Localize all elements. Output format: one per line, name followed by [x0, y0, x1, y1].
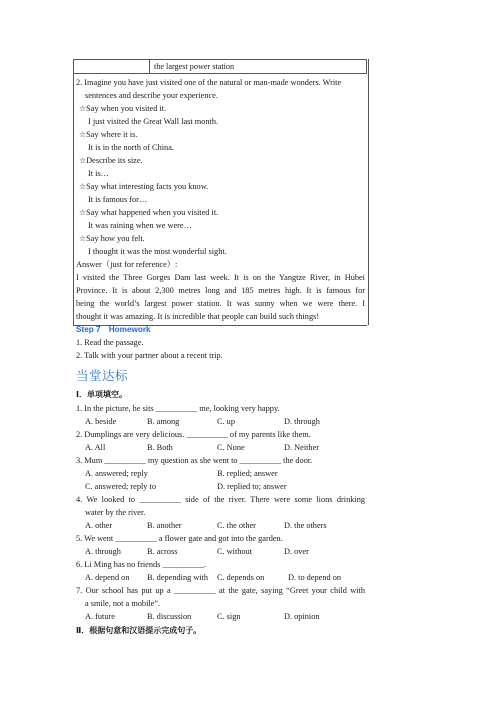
- question-7-stem: 7. Our school has put up a __________ at the gate, saying “Greet your child with: [76, 586, 365, 595]
- question-2-option-b: B. Both: [147, 443, 173, 452]
- task2-prompt-1: ☆Say when you visited it.: [79, 104, 167, 113]
- part2-label: Ⅱ．根据句意和汉语提示完成句子。: [76, 626, 202, 635]
- step7-heading: Step 7 Homework: [76, 325, 151, 334]
- question-7-option-c: C. sign: [217, 612, 241, 621]
- answer-reference-line4: thought it was amazing. It is incredible that people can build such things!: [76, 312, 320, 321]
- task2-prompt-3: ☆Describe its size.: [79, 156, 143, 165]
- question-3-option-c: C. answered; reply to: [85, 482, 156, 491]
- question-1-stem: 1. In the picture, he sits __________ me, looking very happy.: [76, 404, 280, 413]
- task2-prompt-6: ☆Say how you felt.: [79, 234, 145, 243]
- question-7-option-b: B. discussion: [147, 612, 192, 621]
- star-icon: ☆: [79, 130, 87, 139]
- question-1-option-c: C. up: [217, 417, 235, 426]
- question-1-option-d: D. through: [284, 417, 320, 426]
- question-4-stem: 4. We looked to __________ side of the river. There were some lions drinking: [76, 495, 365, 504]
- task2-answer-3: It is…: [88, 169, 109, 178]
- question-7-stem-cont: a smile, not a mobile”.: [85, 599, 161, 608]
- question-2-stem: 2. Dumplings are very delicious. __________ of my parents like them.: [76, 430, 311, 439]
- question-3-option-d: D. replied to; answer: [217, 482, 287, 491]
- question-4-stem-cont: water by the river.: [85, 508, 146, 517]
- question-3-option-a: A. answered; reply: [85, 469, 148, 478]
- task2-answer-6: I thought it was the most wonderful sight.: [88, 247, 227, 256]
- step7-item-2: 2. Talk with your partner about a recent trip.: [76, 351, 223, 360]
- star-icon: ☆: [79, 182, 87, 191]
- question-2-option-d: D. Neither: [284, 443, 320, 452]
- question-5-option-c: C. without: [217, 547, 253, 556]
- table-cell-text: the largest power station: [154, 62, 235, 71]
- task2-answer-4: It is famous for…: [88, 195, 148, 204]
- question-6-stem: 6. Li Ming has no friends __________.: [76, 560, 206, 569]
- task2-intro-line1: 2. Imagine you have just visited one of the natural or man-made wonders. Write: [76, 78, 342, 87]
- question-7-option-a: A. future: [85, 612, 115, 621]
- star-icon: ☆: [79, 104, 87, 113]
- question-6-option-d: D. to depend on: [288, 573, 341, 582]
- star-icon: ☆: [79, 208, 87, 217]
- answer-reference-line3: being the world’s largest power station. It was sunny when we were there. I: [76, 299, 365, 308]
- question-3-stem: 3. Mum __________ my question as she went to __________ the door.: [76, 456, 313, 465]
- section-heading: 当堂达标: [76, 368, 129, 383]
- task2-prompt-2: ☆Say where it is.: [79, 130, 138, 139]
- question-6-option-c: C. depends on: [217, 573, 265, 582]
- question-7-option-d: D. opinion: [284, 612, 320, 621]
- question-3-option-b: B. replied; answer: [217, 469, 278, 478]
- answer-reference-line2: Province. It is about 2,300 metres long and 185 metres high. It is famous for: [76, 286, 365, 295]
- task2-answer-5: It was raining when we were…: [88, 221, 192, 230]
- question-1-option-b: B. among: [147, 417, 180, 426]
- question-5-option-d: D. over: [284, 547, 309, 556]
- task2-answer-2: It is in the north of China.: [88, 143, 174, 152]
- question-5-option-b: B. across: [147, 547, 178, 556]
- star-icon: ☆: [79, 234, 87, 243]
- question-5-option-a: A. through: [85, 547, 121, 556]
- answer-reference-label: Answer（just for reference）:: [76, 260, 178, 269]
- question-4-option-b: B. another: [147, 521, 182, 530]
- task2-answer-1: I just visited the Great Wall last month.: [88, 117, 219, 126]
- star-icon: ☆: [79, 156, 87, 165]
- step7-item-1: 1. Read the passage.: [76, 338, 144, 347]
- question-1-option-a: A. beside: [85, 417, 117, 426]
- answer-reference-line1: I visited the Three Gorges Dam last week. It is on the Yangtze River, in Hubei: [76, 273, 365, 282]
- question-4-option-d: D. the others: [284, 521, 327, 530]
- question-2-option-c: C. None: [217, 443, 245, 452]
- question-6-option-a: A. depend on: [85, 573, 130, 582]
- question-5-stem: 5. We went __________ a flower gate and got into the garden.: [76, 534, 283, 543]
- task2-intro-line2: sentences and describe your experience.: [85, 91, 218, 100]
- question-6-option-b: B. depending with: [147, 573, 209, 582]
- part1-label: Ⅰ．单项填空。: [76, 390, 127, 399]
- question-4-option-c: C. the other: [217, 521, 256, 530]
- task2-prompt-4: ☆Say what interesting facts you know.: [79, 182, 209, 191]
- question-4-option-a: A. other: [85, 521, 113, 530]
- task2-prompt-5: ☆Say what happened when you visited it.: [79, 208, 219, 217]
- question-2-option-a: A. All: [85, 443, 106, 452]
